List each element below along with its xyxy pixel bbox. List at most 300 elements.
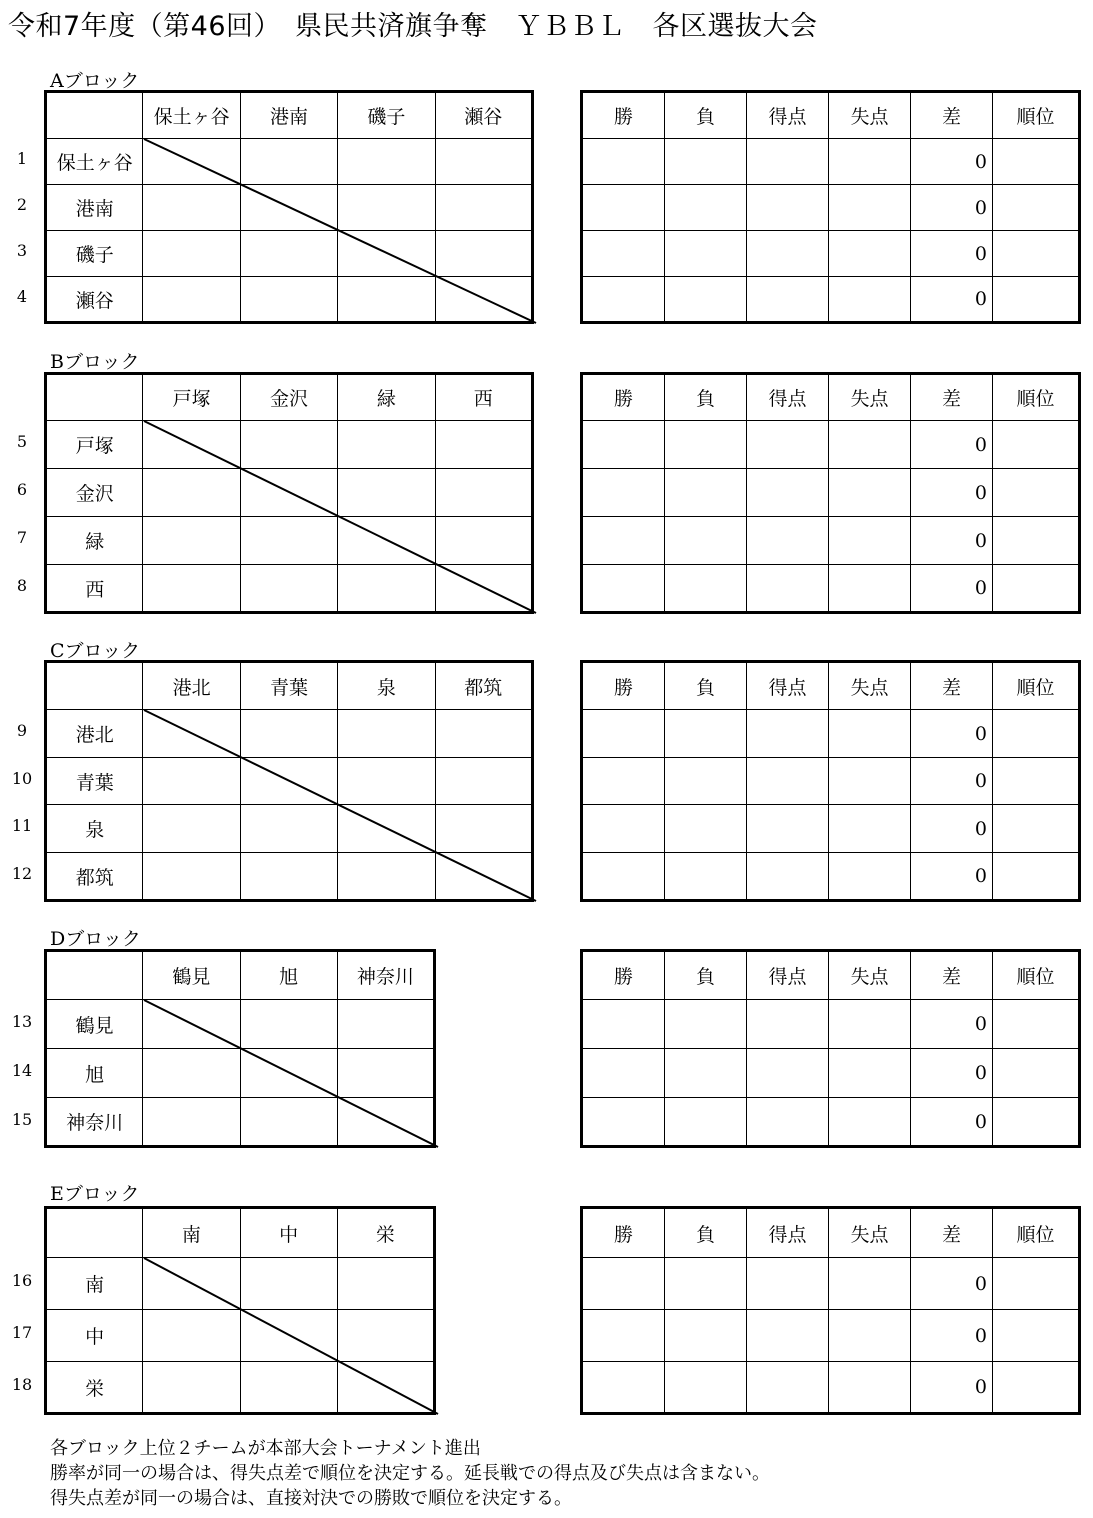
standings-row [582,805,1080,853]
grid-row [46,1098,435,1147]
standings-header: 負 [665,662,747,710]
standings-cell[interactable] [993,139,1080,185]
standings-header: 順位 [993,92,1080,139]
standings-header: 負 [665,374,747,421]
match-result-cell[interactable] [143,758,240,805]
grid-corner-cell [46,1208,143,1258]
standings-row [582,853,1080,901]
match-result-cell[interactable] [240,1362,337,1414]
grid-row-header: 港南 [46,185,143,231]
row-number: 2 [16,195,28,214]
standings-cell[interactable] [665,517,747,565]
match-result-cell[interactable] [143,517,240,565]
standings-cell[interactable] [829,710,911,758]
standings-cell[interactable] [665,469,747,517]
standings-cell[interactable] [993,758,1080,805]
standings-cell[interactable] [665,853,747,901]
match-result-cell[interactable] [337,1258,434,1310]
standings-cell[interactable] [747,139,829,185]
point-diff-cell: 0 [911,710,993,758]
standings-cell[interactable] [582,853,665,901]
grid-corner-cell [46,662,143,710]
standings-cell[interactable] [665,231,747,277]
grid-row [46,1310,435,1362]
standings-cell[interactable] [993,710,1080,758]
match-result-cell[interactable] [338,469,435,517]
match-result-cell[interactable] [435,469,532,517]
standings-cell[interactable] [993,1310,1080,1362]
standings-cell[interactable] [829,1049,911,1098]
standings-cell[interactable] [582,231,665,277]
match-result-cell[interactable] [338,565,435,613]
standings-row [582,469,1080,517]
standings-cell[interactable] [993,277,1080,323]
standings-header: 差 [911,374,993,421]
point-diff-cell: 0 [911,139,993,185]
standings-cell[interactable] [665,565,747,613]
match-result-cell[interactable] [435,710,532,758]
standings-header: 失点 [829,951,911,1000]
standings-cell[interactable] [829,517,911,565]
grid-corner-cell [46,92,143,139]
standings-cell[interactable] [582,1362,665,1414]
standings-cell[interactable] [829,277,911,323]
grid-corner-cell [46,374,143,421]
grid-column-header: 保土ヶ谷 [143,92,240,139]
grid-row [46,185,533,231]
standings-cell[interactable] [747,185,829,231]
block-label: Aブロック [50,70,140,92]
standings-header: 得点 [747,92,829,139]
match-result-cell[interactable] [143,1362,240,1414]
match-grid [44,1206,436,1415]
match-result-cell[interactable] [240,421,337,469]
point-diff-cell: 0 [911,805,993,853]
match-result-cell[interactable] [143,1310,240,1362]
self-match-cell [143,710,240,758]
match-result-cell[interactable] [435,805,532,853]
standings-header: 失点 [829,662,911,710]
match-grid [44,949,436,1148]
block-label: Bブロック [50,351,140,373]
standings-cell[interactable] [747,517,829,565]
standings-row [582,1049,1080,1098]
standings-cell[interactable] [829,1258,911,1310]
standings-cell[interactable] [582,805,665,853]
grid-column-header: 中 [240,1208,337,1258]
match-result-cell[interactable] [338,853,435,901]
standings-header: 勝 [582,92,665,139]
grid-row [46,1049,435,1098]
standings-table [580,949,1081,1148]
notes [50,1436,770,1511]
match-result-cell[interactable] [240,1098,337,1147]
match-result-cell[interactable] [240,231,337,277]
note-line: 各ブロック上位２チームが本部大会トーナメント進出 [50,1438,481,1459]
standings-cell[interactable] [993,805,1080,853]
standings-header: 勝 [582,662,665,710]
match-result-cell[interactable] [337,1000,434,1049]
grid-column-header: 鶴見 [143,951,240,1000]
block-label: Dブロック [50,928,141,950]
standings-cell[interactable] [582,758,665,805]
point-diff-cell: 0 [911,758,993,805]
grid-column-header: 都筑 [435,662,532,710]
match-result-cell[interactable] [435,758,532,805]
standings-cell[interactable] [747,231,829,277]
match-result-cell[interactable] [337,1049,434,1098]
grid-row [46,758,533,805]
point-diff-cell: 0 [911,1049,993,1098]
grid-row [46,565,533,613]
standings-cell[interactable] [665,1098,747,1147]
standings-header: 得点 [747,1208,829,1258]
standings-table [580,90,1081,324]
standings-cell[interactable] [829,853,911,901]
standings-row [582,1258,1080,1310]
self-match-cell [435,565,532,613]
standings-cell[interactable] [665,139,747,185]
standings-header: 得点 [747,951,829,1000]
standings-header: 勝 [582,951,665,1000]
standings-cell[interactable] [582,277,665,323]
row-number: 16 [11,1271,33,1290]
standings-cell[interactable] [829,1000,911,1049]
standings-header: 負 [665,92,747,139]
standings-cell[interactable] [665,1000,747,1049]
standings-row [582,185,1080,231]
grid-column-header: 神奈川 [337,951,434,1000]
grid-row-header: 中 [46,1310,143,1362]
standings-row [582,758,1080,805]
row-number: 3 [16,241,28,260]
match-result-cell[interactable] [240,565,337,613]
standings-cell[interactable] [993,517,1080,565]
match-result-cell[interactable] [337,1310,434,1362]
standings-cell[interactable] [747,1310,829,1362]
match-result-cell[interactable] [143,1098,240,1147]
row-number: 9 [16,721,28,740]
standings-cell[interactable] [582,139,665,185]
match-result-cell[interactable] [143,185,240,231]
point-diff-cell: 0 [911,421,993,469]
grid-row [46,853,533,901]
standings-row [582,421,1080,469]
match-result-cell[interactable] [240,277,337,323]
standings-cell[interactable] [829,1362,911,1414]
standings-cell[interactable] [747,1098,829,1147]
match-result-cell[interactable] [240,517,337,565]
standings-cell[interactable] [665,710,747,758]
standings-cell[interactable] [665,805,747,853]
grid-row-header: 金沢 [46,469,143,517]
grid-column-header: 西 [435,374,532,421]
standings-cell[interactable] [747,1000,829,1049]
standings-cell[interactable] [747,1362,829,1414]
grid-row [46,517,533,565]
page-title: 令和7年度（第46回） 県民共済旗争奪 ＹＢＢＬ 各区選抜大会 [8,11,818,42]
grid-row [46,139,533,185]
standings-table [580,1206,1081,1415]
point-diff-cell: 0 [911,277,993,323]
standings-header: 勝 [582,1208,665,1258]
row-number: 17 [11,1323,33,1342]
match-result-cell[interactable] [338,710,435,758]
standings-row [582,1310,1080,1362]
point-diff-cell: 0 [911,1258,993,1310]
point-diff-cell: 0 [911,1000,993,1049]
grid-row [46,1362,435,1414]
self-match-cell [338,517,435,565]
standings-cell[interactable] [582,1310,665,1362]
match-result-cell[interactable] [435,231,532,277]
row-number: 8 [16,576,28,595]
match-result-cell[interactable] [240,805,337,853]
grid-row-header: 青葉 [46,758,143,805]
self-match-cell [337,1098,434,1147]
grid-row [46,277,533,323]
match-result-cell[interactable] [338,758,435,805]
grid-row [46,469,533,517]
grid-column-header: 泉 [338,662,435,710]
match-result-cell[interactable] [240,710,337,758]
grid-row [46,231,533,277]
standings-header: 得点 [747,374,829,421]
grid-column-header: 戸塚 [143,374,240,421]
block-label: Cブロック [50,640,141,662]
match-result-cell[interactable] [338,139,435,185]
standings-cell[interactable] [993,1049,1080,1098]
standings-cell[interactable] [747,853,829,901]
grid-column-header: 金沢 [240,374,337,421]
row-number: 13 [11,1011,33,1031]
standings-row [582,517,1080,565]
standings-cell[interactable] [582,517,665,565]
grid-column-header: 瀬谷 [435,92,532,139]
self-match-cell [338,805,435,853]
match-result-cell[interactable] [338,185,435,231]
standings-cell[interactable] [993,853,1080,901]
standings-header: 順位 [993,662,1080,710]
standings-cell[interactable] [747,758,829,805]
grid-column-header: 磯子 [338,92,435,139]
standings-header: 順位 [993,1208,1080,1258]
row-number: 14 [11,1060,33,1080]
standings-row [582,710,1080,758]
match-result-cell[interactable] [435,185,532,231]
standings-header: 勝 [582,374,665,421]
self-match-cell [240,758,337,805]
standings-cell[interactable] [993,421,1080,469]
match-result-cell[interactable] [435,517,532,565]
grid-row-header: 旭 [46,1049,143,1098]
match-result-cell[interactable] [143,1049,240,1098]
match-result-cell[interactable] [338,421,435,469]
self-match-cell [240,1049,337,1098]
standings-cell[interactable] [993,469,1080,517]
grid-column-header: 南 [143,1208,240,1258]
point-diff-cell: 0 [911,1310,993,1362]
row-number: 5 [16,432,28,451]
match-grid [44,660,534,902]
row-number: 18 [11,1375,33,1394]
standings-cell[interactable] [747,1049,829,1098]
note-line: 得失点差が同一の場合は、直接対決での勝敗で順位を決定する。 [50,1488,572,1509]
match-grid [44,372,534,614]
standings-cell[interactable] [582,185,665,231]
match-result-cell[interactable] [143,231,240,277]
standings-header: 差 [911,1208,993,1258]
point-diff-cell: 0 [911,565,993,613]
grid-row-header: 都筑 [46,853,143,901]
grid-column-header: 緑 [338,374,435,421]
grid-column-header: 港南 [240,92,337,139]
self-match-cell [435,277,532,323]
standings-cell[interactable] [665,421,747,469]
match-result-cell[interactable] [143,469,240,517]
standings-cell[interactable] [582,1098,665,1147]
grid-row [46,1258,435,1310]
row-number: 1 [16,149,28,168]
standings-cell[interactable] [993,1258,1080,1310]
self-match-cell [337,1362,434,1414]
grid-row [46,1000,435,1049]
standings-row [582,139,1080,185]
standings-cell[interactable] [665,1362,747,1414]
standings-cell[interactable] [829,469,911,517]
match-result-cell[interactable] [338,277,435,323]
grid-corner-cell [46,951,143,1000]
standings-cell[interactable] [582,469,665,517]
point-diff-cell: 0 [911,185,993,231]
grid-row-header: 栄 [46,1362,143,1414]
match-result-cell[interactable] [143,805,240,853]
grid-row-header: 港北 [46,710,143,758]
block-label: Eブロック [50,1183,140,1205]
standings-header: 差 [911,951,993,1000]
match-result-cell[interactable] [143,277,240,323]
standings-row [582,1362,1080,1414]
standings-cell[interactable] [582,565,665,613]
standings-header: 得点 [747,662,829,710]
standings-cell[interactable] [747,1258,829,1310]
standings-cell[interactable] [829,1310,911,1362]
match-result-cell[interactable] [240,853,337,901]
grid-row-header: 瀬谷 [46,277,143,323]
standings-cell[interactable] [747,710,829,758]
point-diff-cell: 0 [911,853,993,901]
standings-row [582,565,1080,613]
standings-cell[interactable] [993,1000,1080,1049]
standings-header: 差 [911,662,993,710]
grid-column-header: 港北 [143,662,240,710]
match-result-cell[interactable] [143,565,240,613]
row-number: 7 [16,528,28,547]
row-number: 6 [16,480,28,499]
point-diff-cell: 0 [911,1098,993,1147]
grid-row-header: 南 [46,1258,143,1310]
standings-row [582,1000,1080,1049]
standings-cell[interactable] [665,277,747,323]
standings-cell[interactable] [582,1000,665,1049]
self-match-cell [143,139,240,185]
standings-cell[interactable] [582,1258,665,1310]
standings-cell[interactable] [993,185,1080,231]
standings-cell[interactable] [829,231,911,277]
standings-cell[interactable] [993,231,1080,277]
standings-header: 負 [665,1208,747,1258]
match-result-cell[interactable] [240,139,337,185]
standings-cell[interactable] [829,421,911,469]
standings-row [582,1098,1080,1147]
standings-table [580,660,1081,902]
standings-table [580,372,1081,614]
standings-cell[interactable] [829,805,911,853]
self-match-cell [435,853,532,901]
row-number: 15 [11,1109,33,1129]
match-result-cell[interactable] [240,1000,337,1049]
self-match-cell [240,1310,337,1362]
self-match-cell [338,231,435,277]
standings-cell[interactable] [665,1310,747,1362]
standings-cell[interactable] [829,139,911,185]
standings-cell[interactable] [829,758,911,805]
standings-cell[interactable] [665,1049,747,1098]
standings-header: 差 [911,92,993,139]
standings-cell[interactable] [582,421,665,469]
row-number: 4 [16,287,28,306]
standings-cell[interactable] [665,758,747,805]
standings-header: 失点 [829,1208,911,1258]
standings-cell[interactable] [747,469,829,517]
standings-header: 順位 [993,374,1080,421]
grid-row-header: 磯子 [46,231,143,277]
standings-cell[interactable] [747,805,829,853]
standings-cell[interactable] [582,710,665,758]
standings-cell[interactable] [747,565,829,613]
standings-cell[interactable] [993,565,1080,613]
match-result-cell[interactable] [435,421,532,469]
grid-row-header: 戸塚 [46,421,143,469]
standings-cell[interactable] [747,277,829,323]
grid-row-header: 神奈川 [46,1098,143,1147]
standings-header: 失点 [829,374,911,421]
grid-column-header: 栄 [337,1208,434,1258]
standings-cell[interactable] [993,1098,1080,1147]
row-number: 10 [11,768,33,788]
standings-cell[interactable] [665,1258,747,1310]
point-diff-cell: 0 [911,231,993,277]
self-match-cell [143,1000,240,1049]
standings-cell[interactable] [829,1098,911,1147]
row-number: 12 [11,864,33,883]
match-result-cell[interactable] [240,1258,337,1310]
standings-cell[interactable] [829,565,911,613]
self-match-cell [240,185,337,231]
standings-cell[interactable] [993,1362,1080,1414]
self-match-cell [143,421,240,469]
grid-row [46,805,533,853]
match-result-cell[interactable] [143,853,240,901]
self-match-cell [143,1258,240,1310]
standings-cell[interactable] [665,185,747,231]
grid-column-header: 青葉 [240,662,337,710]
grid-column-header: 旭 [240,951,337,1000]
standings-cell[interactable] [582,1049,665,1098]
match-result-cell[interactable] [435,139,532,185]
standings-cell[interactable] [829,185,911,231]
standings-cell[interactable] [747,421,829,469]
